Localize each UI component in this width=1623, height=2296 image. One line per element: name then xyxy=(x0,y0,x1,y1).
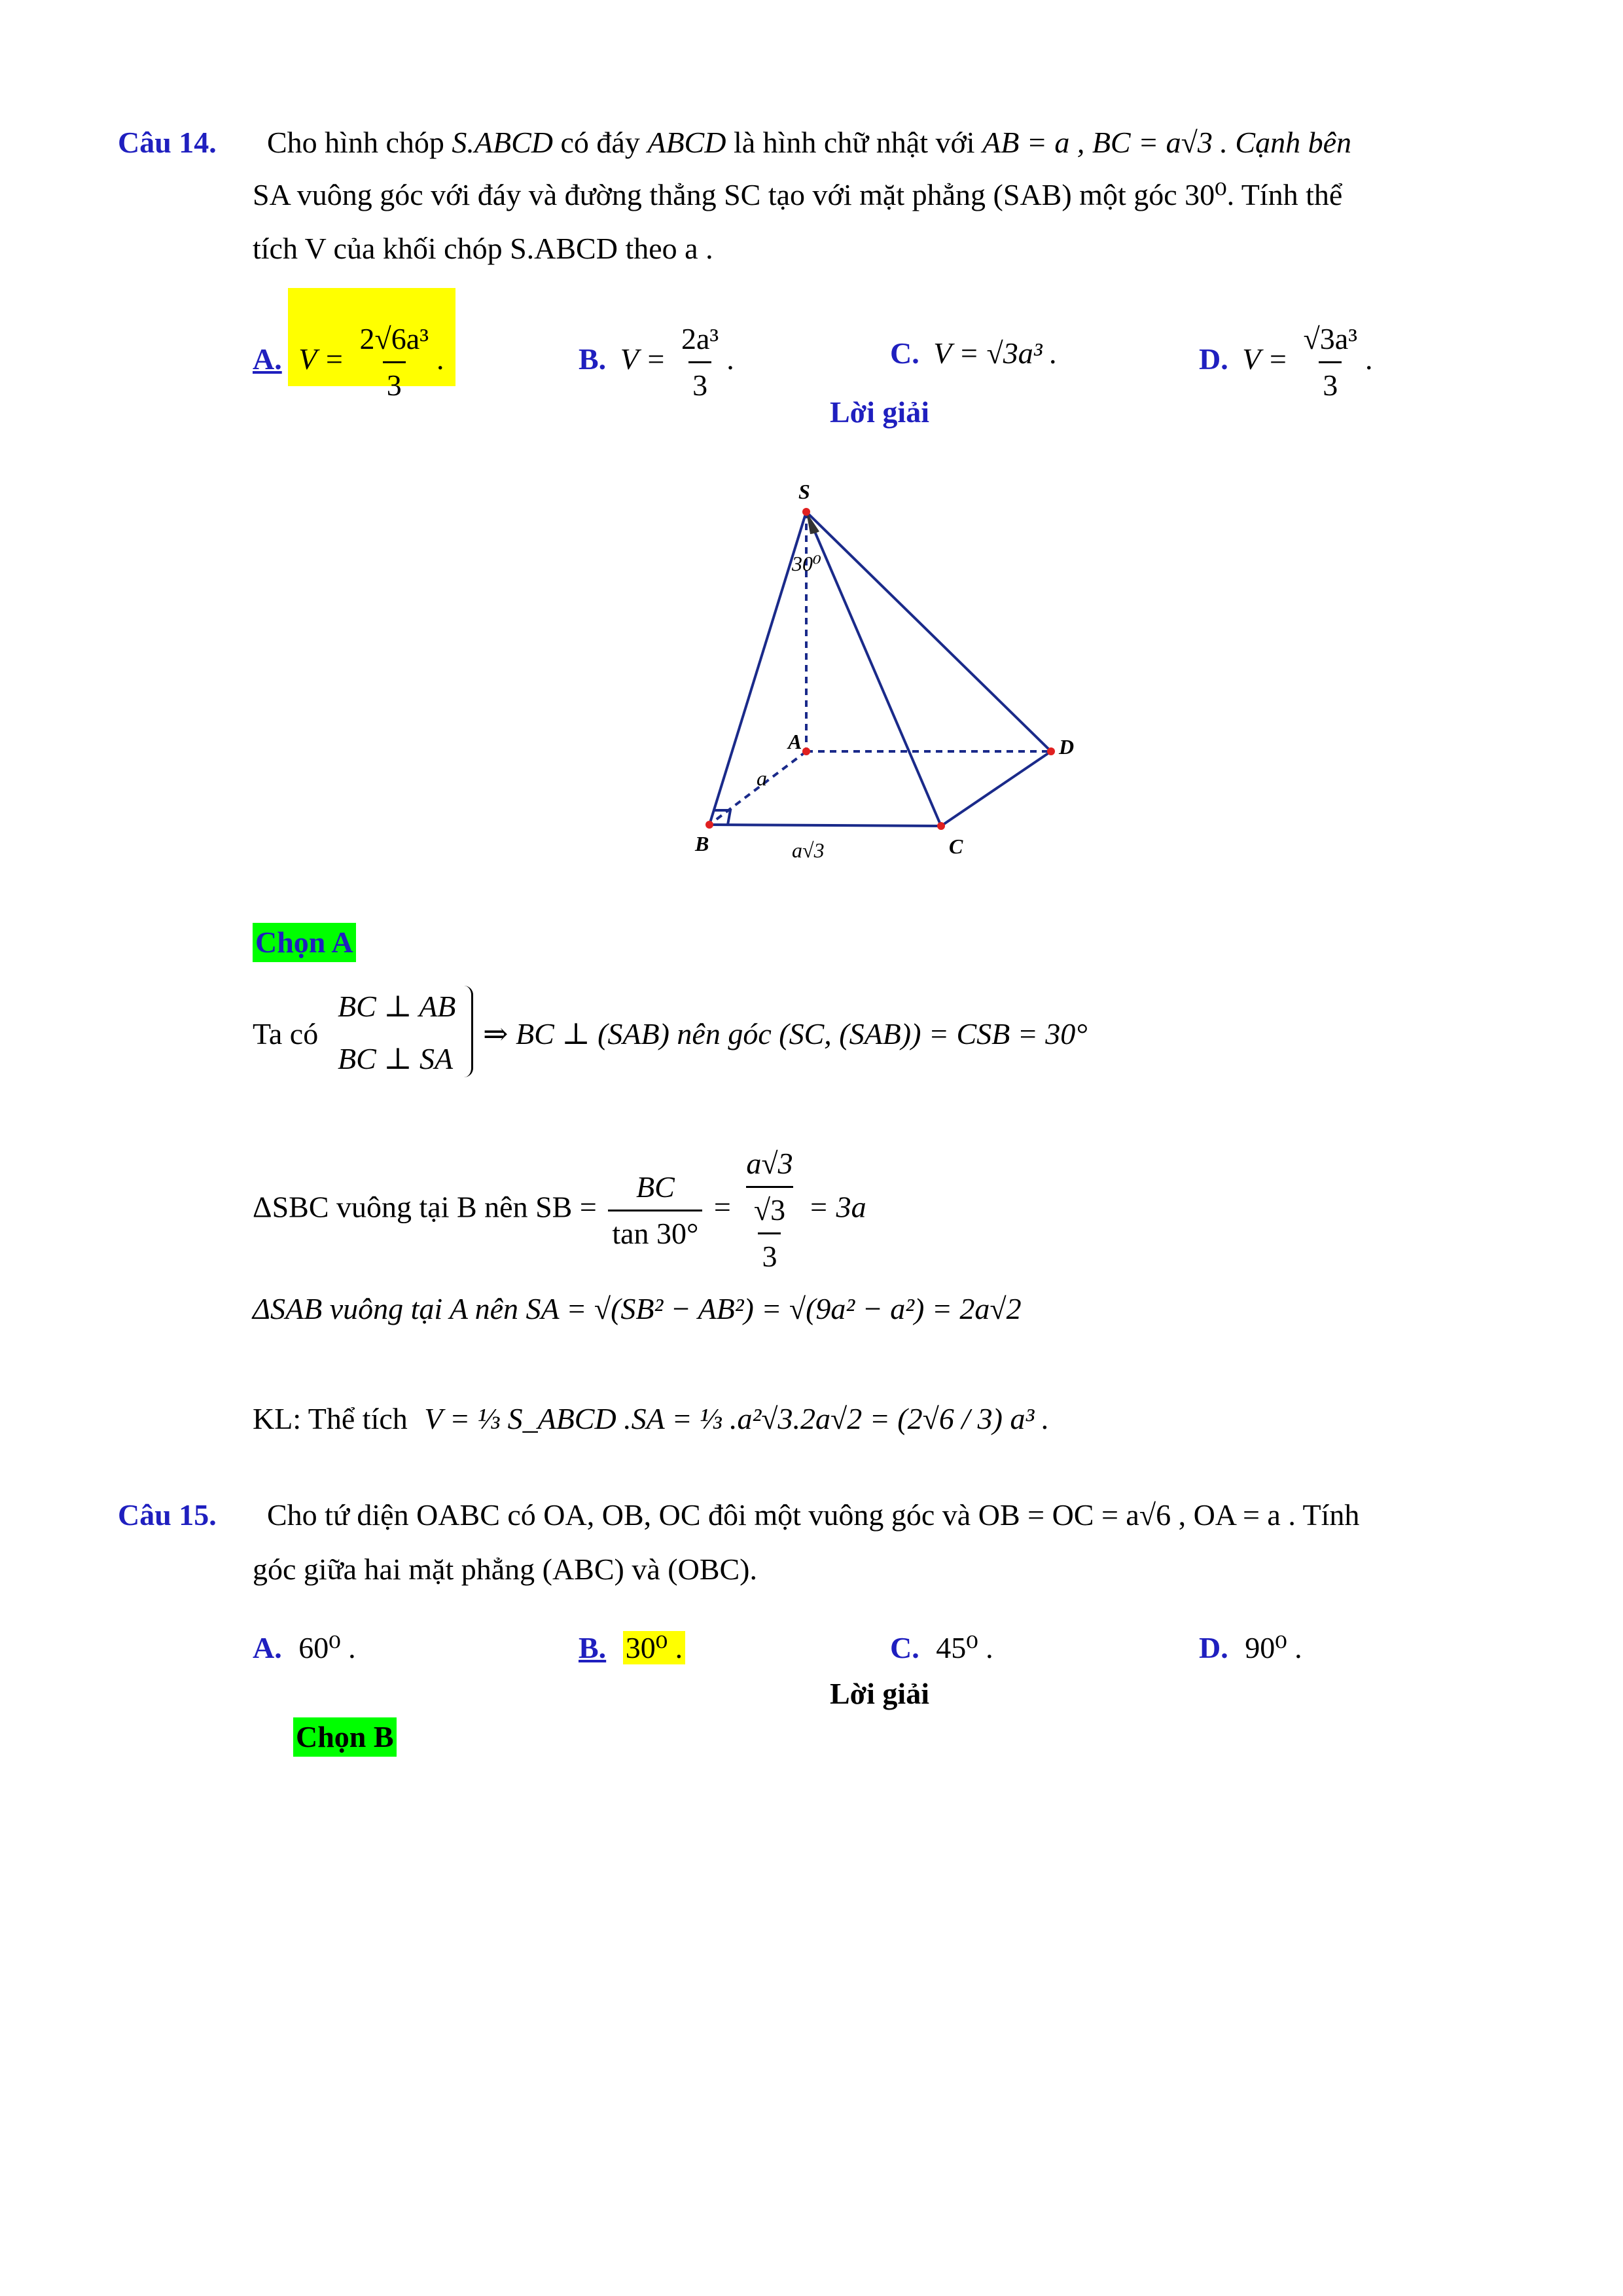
label-a: A xyxy=(788,730,802,753)
point-a xyxy=(802,747,810,755)
pyramid-figure xyxy=(668,471,1126,877)
option-c-label: C. xyxy=(890,336,919,370)
option-a-label: A. xyxy=(253,342,282,376)
edge-sc xyxy=(806,512,941,826)
option-a[interactable]: A. V = $\frac{\text{2√6a³}}{3}$ . xyxy=(253,319,444,405)
point-s xyxy=(802,508,810,516)
question-15-label: Câu 15. xyxy=(118,1498,217,1532)
label-edge-a: a xyxy=(757,766,767,790)
brace xyxy=(458,986,473,1077)
edge-sd xyxy=(806,512,1051,751)
choice-14: Chọn A xyxy=(253,923,356,962)
solution-title-14: Lời giải xyxy=(830,395,929,429)
q15-option-b[interactable]: B. 30⁰ . xyxy=(579,1628,685,1668)
label-angle: 30⁰ xyxy=(792,552,821,575)
label-edge-bc: a√3 xyxy=(792,838,825,862)
choice-15: Chọn B xyxy=(293,1717,397,1757)
edge-cd xyxy=(941,751,1051,826)
label-c: C xyxy=(949,834,963,858)
step-1-bottom: BC ⊥ SA xyxy=(338,1042,454,1075)
question-14-line-3: tích V của khối chóp S.ABCD theo a . xyxy=(253,232,713,265)
q15-option-d[interactable]: D. 90⁰ . xyxy=(1199,1631,1302,1664)
step-1-top: BC ⊥ AB xyxy=(338,990,456,1023)
option-d-label: D. xyxy=(1199,342,1228,376)
question-14-line-2: SA vuông góc với đáy và đường thẳng SC tạo với mặt phẳng (SAB) một góc 30⁰. Tính thể xyxy=(253,178,1343,211)
step-1-rest: ⇒ BC ⊥ (SAB) nên góc (SC, (SAB)) = CSB = 30° xyxy=(483,1017,1088,1050)
point-c xyxy=(937,822,945,830)
step-1-prefix: Ta có xyxy=(253,1017,319,1050)
step-4: KL: Thể tích V = ⅓ S_ABCD .SA = ⅓ .a²√3.2a√2 = (2√6 / 3) a³ . xyxy=(253,1402,1050,1435)
point-b xyxy=(705,821,713,829)
option-d[interactable]: D. V = $\frac{\text{√3a³}}{3}$ . xyxy=(1199,319,1373,405)
label-d: D xyxy=(1059,735,1075,759)
question-15-line-1: Cho tứ diện OABC có OA, OB, OC đôi một vuông góc và OB = OC = a√6 , OA = a . Tính xyxy=(267,1498,1360,1532)
solution-title-15: Lời giải xyxy=(830,1677,929,1710)
step-3: ΔSAB vuông tại A nên SA = √(SB² − AB²) = √(9a² − a²) = 2a√2 xyxy=(253,1292,1022,1325)
question-14-line-1: Cho hình chóp S.ABCD có đáy ABCD là hình chữ nhật với AB = a , BC = a√3 . Cạnh bên xyxy=(267,126,1351,159)
point-d xyxy=(1047,747,1055,755)
edge-bc xyxy=(709,825,941,826)
option-a-numerator: 2√6a³ xyxy=(359,322,429,355)
option-b[interactable]: B. V = $\frac{\text{2a³}}{3}$ . xyxy=(579,319,734,405)
right-angle-b xyxy=(713,810,730,825)
label-b: B xyxy=(695,832,709,855)
step-2: ΔSBC vuông tại B nên SB = $\frac{BC}{\tan 30^\circ}$ = $\frac{a√3}{\frac{√3}{3}}$ = 3a xyxy=(253,1144,866,1276)
label-s: S xyxy=(798,480,810,503)
question-15-line-2: góc giữa hai mặt phẳng (ABC) và (OBC). xyxy=(253,1552,757,1586)
question-14-label: Câu 14. xyxy=(118,126,217,159)
q15-option-a[interactable]: A. 60⁰ . xyxy=(253,1631,356,1664)
option-a-denominator: 3 xyxy=(383,361,406,405)
q15-option-c[interactable]: C. 45⁰ . xyxy=(890,1631,993,1664)
q15-option-b-highlight: 30⁰ . xyxy=(623,1631,685,1664)
option-c[interactable]: C. V = √3a³ . xyxy=(890,336,1058,370)
option-b-label: B. xyxy=(579,342,607,376)
